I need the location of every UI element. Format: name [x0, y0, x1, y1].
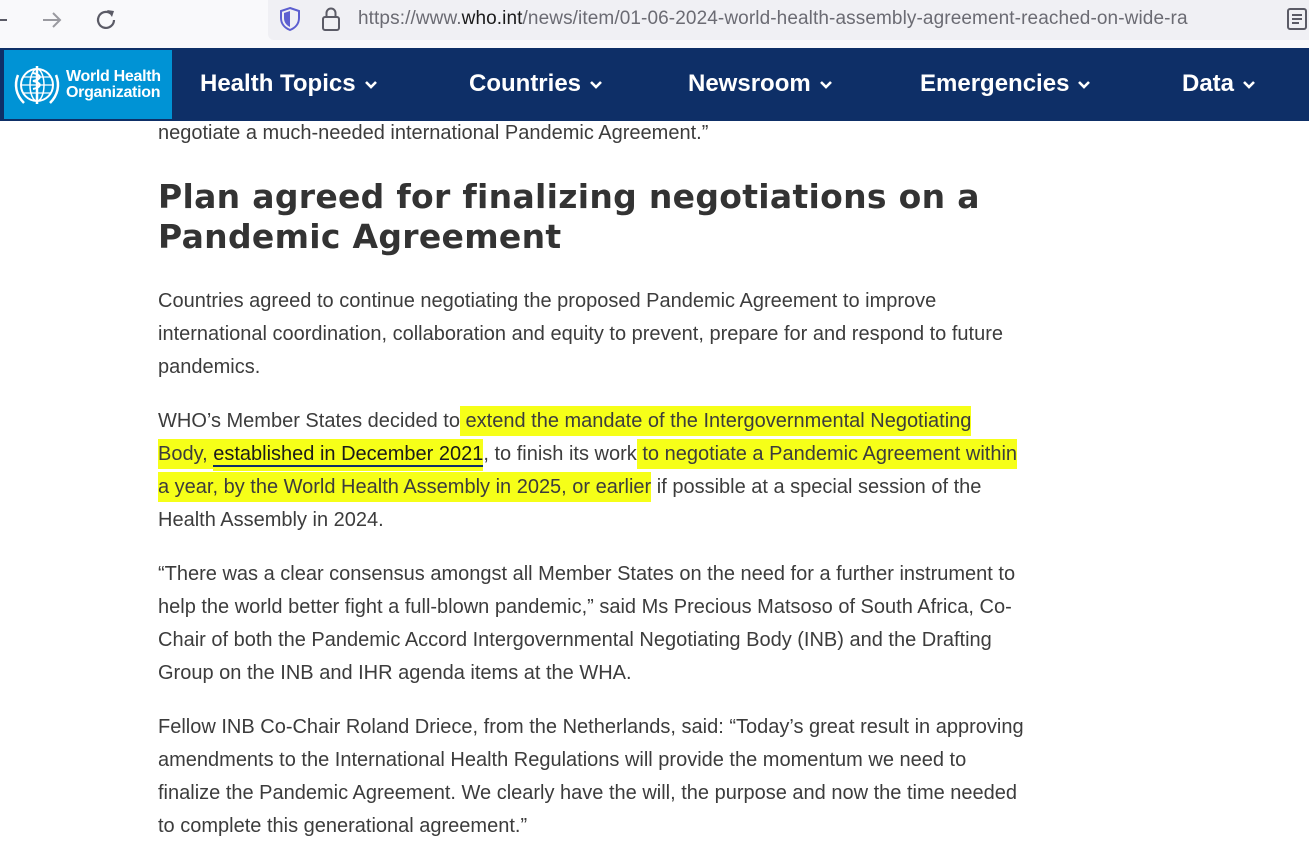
heading-line: Plan agreed for finalizing negotiations on a: [158, 177, 980, 216]
reload-button[interactable]: [92, 6, 120, 34]
who-logo-text: [66, 69, 161, 101]
highlighted-text: a year, by the World Health Assembly in 2025, or earlier: [158, 476, 652, 498]
chevron-down-icon: [364, 80, 378, 90]
nav-label: Countries: [469, 70, 582, 97]
text-line: to complete this generational agreement.”: [158, 815, 528, 837]
text-line: [158, 438, 1118, 471]
lock-icon[interactable]: [320, 6, 342, 32]
reload-icon: [93, 7, 119, 33]
nav-label: Newsroom: [688, 70, 811, 97]
paragraph-driece-quote: [158, 711, 1118, 843]
text-line: Group on the INB and IHR agenda items at the WHA.: [158, 662, 632, 684]
url-prefix: https://www.: [358, 8, 462, 29]
reader-view-icon[interactable]: [1286, 6, 1308, 32]
site-header: [0, 48, 1309, 121]
forward-button[interactable]: [38, 6, 66, 34]
logo-line-1: World Health: [66, 68, 161, 85]
text-line: Countries agreed to continue negotiating the proposed Pandemic Agreement to improve: [158, 290, 937, 312]
heading-line: Pandemic Agreement: [158, 217, 562, 256]
text-line: pandemics.: [158, 356, 261, 378]
text-line: amendments to the International Health Regulations will provide the momentum we need to: [158, 749, 967, 771]
previous-paragraph-end: negotiate a much-needed international Pandemic Agreement.”: [158, 122, 709, 144]
tracking-protection-shield-icon[interactable]: [278, 6, 302, 32]
nav-label: Health Topics: [200, 70, 356, 97]
text-line: finalize the Pandemic Agreement. We clearly have the will, the purpose and now the time needed: [158, 782, 1018, 804]
chevron-down-icon: [1242, 80, 1256, 90]
highlighted-text: extend the mandate of the Intergovernmental Negotiating: [459, 410, 972, 432]
paragraph-countries-agreed: [158, 285, 1118, 384]
url-domain: who.int: [461, 8, 523, 29]
highlighted-text: Body,: [158, 443, 214, 465]
address-bar[interactable]: [268, 0, 1309, 40]
back-arrow-icon: [0, 10, 10, 30]
nav-health-topics[interactable]: [200, 70, 378, 98]
back-button[interactable]: [0, 6, 14, 34]
paragraph-matsoso-quote: [158, 558, 1118, 690]
nav-label: Data: [1182, 70, 1235, 97]
section-heading: [158, 177, 980, 257]
text-line: “There was a clear consensus amongst all Member States on the need for a further instrument to: [158, 563, 1016, 585]
plain-text: if possible at a special session of the: [651, 476, 982, 498]
text-line: help the world better fight a full-blown pandemic,” said Ms Precious Matsoso of South Africa, Co-: [158, 596, 1012, 618]
who-emblem-icon: [12, 61, 62, 109]
text-line: international coordination, collaboration and equity to prevent, prepare for and respond to future: [158, 323, 1003, 345]
text-line: Chair of both the Pandemic Accord Intergovernmental Negotiating Body (INB) and the Drafting: [158, 629, 992, 651]
browser-toolbar: [0, 0, 1309, 48]
nav-emergencies[interactable]: [920, 70, 1091, 98]
text-line: [158, 405, 1118, 438]
paragraph-member-states-decided: [158, 405, 1118, 537]
chevron-down-icon: [1077, 80, 1091, 90]
text-line: Fellow INB Co-Chair Roland Driece, from the Netherlands, said: “Today’s great result in approving: [158, 716, 1024, 738]
chevron-down-icon: [819, 80, 833, 90]
text-line: [158, 471, 1118, 504]
nav-newsroom[interactable]: [688, 70, 833, 98]
established-december-2021-link[interactable]: established in December 2021: [213, 443, 484, 465]
highlighted-text: to negotiate a Pandemic Agreement within: [636, 443, 1018, 465]
who-logo[interactable]: [4, 50, 172, 119]
url-text[interactable]: [358, 8, 1188, 30]
chevron-down-icon: [589, 80, 603, 90]
logo-line-2: Organization: [66, 84, 161, 101]
nav-countries[interactable]: [469, 70, 603, 98]
nav-label: Emergencies: [920, 70, 1070, 97]
url-path: /news/item/01-06-2024-world-health-assembly-agreement-reached-on-wide-ra: [522, 8, 1188, 29]
nav-data[interactable]: [1182, 70, 1256, 98]
plain-text: , to finish its work: [483, 443, 637, 465]
forward-arrow-icon: [40, 8, 64, 32]
plain-text: WHO’s Member States decided to: [158, 410, 460, 432]
text-line: Health Assembly in 2024.: [158, 509, 384, 531]
